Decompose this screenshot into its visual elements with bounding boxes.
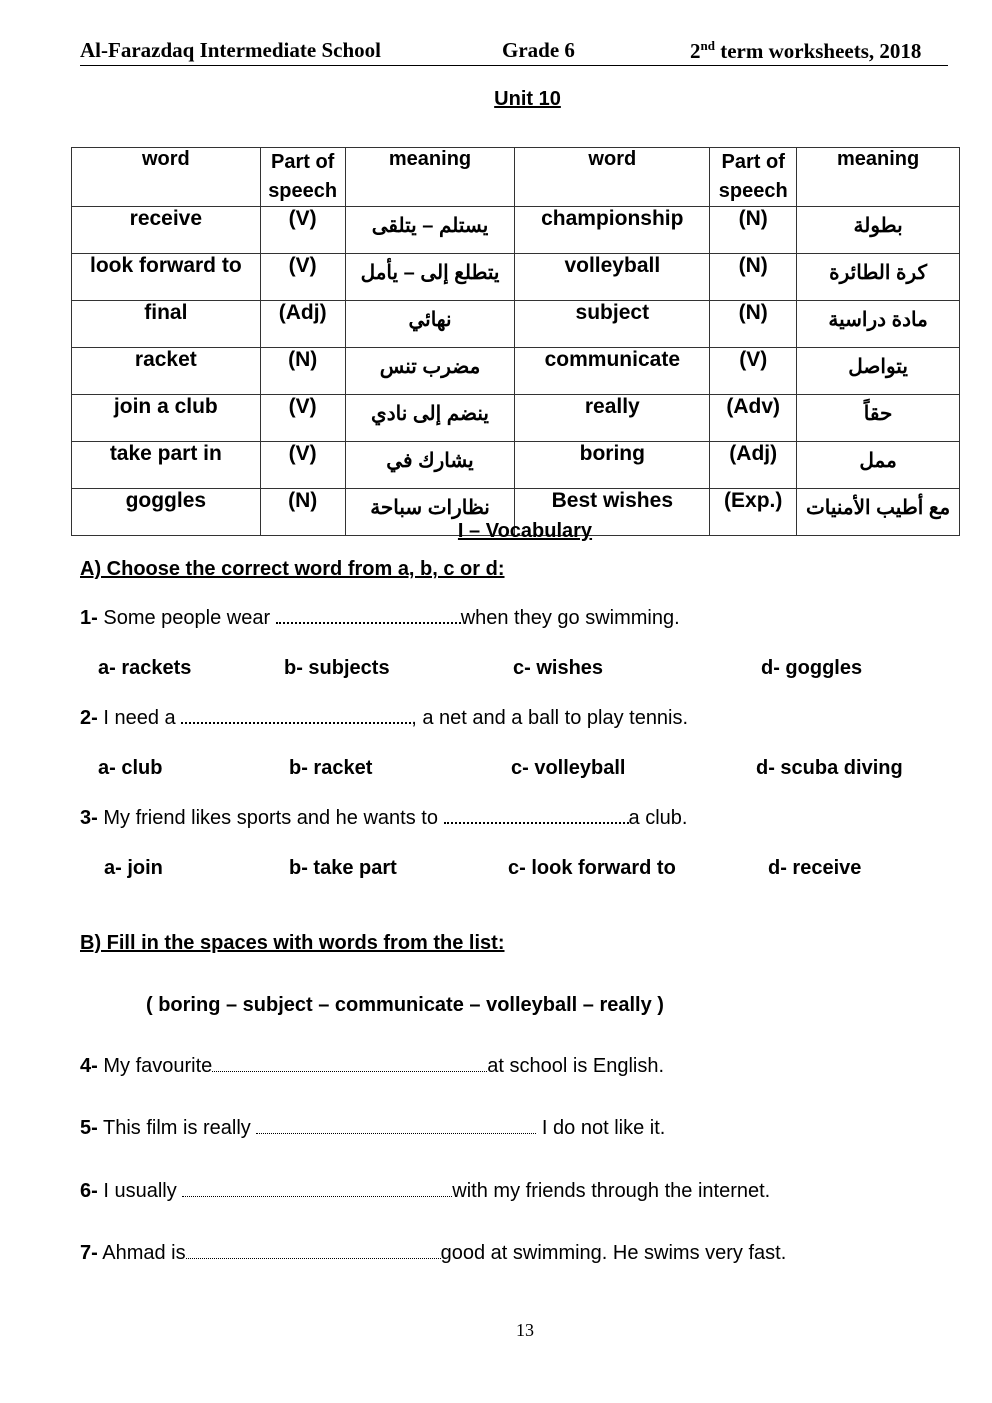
term-number: 2 xyxy=(690,39,701,63)
meaning-cell: نهائي xyxy=(345,301,515,348)
pos-cell: (N) xyxy=(710,301,797,348)
question-text: I usually xyxy=(103,1180,183,1202)
meaning-cell: يستلم – يتلقى xyxy=(345,207,515,254)
question-number: 6- xyxy=(80,1180,98,1202)
question-text: Ahmad is xyxy=(102,1242,186,1264)
question-number: 3- xyxy=(80,807,98,829)
word-cell: really xyxy=(515,395,710,442)
word-cell: racket xyxy=(72,348,261,395)
pos-cell: (N) xyxy=(710,254,797,301)
answer-option[interactable]: c- wishes xyxy=(513,657,604,679)
grade: Grade 6 xyxy=(502,38,575,62)
question xyxy=(80,607,680,630)
question-number: 2- xyxy=(80,707,98,729)
table-row xyxy=(72,348,960,395)
table-row xyxy=(72,207,960,254)
word-cell: Best wishes xyxy=(515,489,710,536)
word-cell: communicate xyxy=(515,348,710,395)
question-text: good at swimming. He swims very fast. xyxy=(440,1242,787,1264)
question-text: , a net and a ball to play tennis. xyxy=(411,707,689,729)
word-cell: championship xyxy=(515,207,710,254)
header-cell: meaning xyxy=(345,148,515,207)
meaning-cell: يشارك في xyxy=(345,442,515,489)
header-cell: meaning xyxy=(797,148,960,207)
answer-option[interactable]: b- subjects xyxy=(284,657,390,679)
header-cell: Part of speech xyxy=(260,148,345,207)
answer-option[interactable]: d- goggles xyxy=(761,657,863,679)
answer-option[interactable]: a- club xyxy=(98,757,163,779)
answer-option[interactable]: a- join xyxy=(104,857,163,879)
word-cell: look forward to xyxy=(72,254,261,301)
term-suffix: nd xyxy=(700,38,715,53)
word-cell: take part in xyxy=(72,442,261,489)
table-row xyxy=(72,301,960,348)
meaning-cell: ممل xyxy=(797,442,960,489)
meaning-cell: حقاً xyxy=(797,395,960,442)
question xyxy=(80,1055,664,1078)
part-b-title: B) Fill in the spaces with words from the list: xyxy=(80,932,505,954)
table-header-row xyxy=(72,148,960,207)
term-title xyxy=(690,38,921,64)
meaning-cell: يتطلع إلى – يأمل xyxy=(345,254,515,301)
unit-title: Unit 10 xyxy=(494,88,561,110)
table-row xyxy=(72,442,960,489)
question xyxy=(80,707,688,730)
answer-blank[interactable] xyxy=(276,608,461,624)
word-cell: final xyxy=(72,301,261,348)
pos-cell: (Exp.) xyxy=(710,489,797,536)
question-text: This film is really xyxy=(103,1117,257,1139)
meaning-cell: نظارات سباحة xyxy=(345,489,515,536)
word-cell: receive xyxy=(72,207,261,254)
question-text: at school is English. xyxy=(487,1055,665,1077)
question xyxy=(80,807,687,830)
pos-cell: (V) xyxy=(260,207,345,254)
pos-cell: (N) xyxy=(710,207,797,254)
question-text: with my friends through the internet. xyxy=(452,1180,771,1202)
meaning-cell: مع أطيب الأمنيات xyxy=(797,489,960,536)
question xyxy=(80,1117,665,1140)
part-a-title: A) Choose the correct word from a, b, c or d: xyxy=(80,558,505,580)
pos-cell: (Adj) xyxy=(260,301,345,348)
pos-cell: (N) xyxy=(260,489,345,536)
question-text: My favourite xyxy=(103,1055,213,1077)
word-cell: subject xyxy=(515,301,710,348)
question-text: when they go swimming. xyxy=(460,607,680,629)
pos-cell: (V) xyxy=(260,395,345,442)
section-title: I – Vocabulary xyxy=(457,520,593,542)
table-row xyxy=(72,254,960,301)
meaning-cell: كرة الطائرة xyxy=(797,254,960,301)
meaning-cell: ينضم إلى نادي xyxy=(345,395,515,442)
word-cell: boring xyxy=(515,442,710,489)
page-number: 13 xyxy=(516,1320,534,1340)
pos-cell: (Adj) xyxy=(710,442,797,489)
question-number: 7- xyxy=(80,1242,98,1264)
answer-option[interactable]: a- rackets xyxy=(98,657,192,679)
word-list: ( boring – subject – communicate – volleyball – really ) xyxy=(146,994,664,1016)
header-cell: Part of speech xyxy=(710,148,797,207)
pos-cell: (V) xyxy=(260,442,345,489)
meaning-cell: يتواصل xyxy=(797,348,960,395)
meaning-cell: بطولة xyxy=(797,207,960,254)
meaning-cell: مادة دراسية xyxy=(797,301,960,348)
answer-option[interactable]: b- take part xyxy=(289,857,397,879)
answer-option[interactable]: c- look forward to xyxy=(508,857,676,879)
question-text: I do not like it. xyxy=(536,1117,666,1139)
question-number: 4- xyxy=(80,1055,98,1077)
meaning-cell: مضرب تنس xyxy=(345,348,515,395)
answer-option[interactable]: d- scuba diving xyxy=(756,757,903,779)
term-rest: term worksheets, 2018 xyxy=(714,39,922,63)
pos-cell: (V) xyxy=(260,254,345,301)
question-text: Some people wear xyxy=(103,607,276,629)
header-cell: word xyxy=(515,148,710,207)
question-text: a club. xyxy=(628,807,688,829)
answer-blank[interactable] xyxy=(212,1057,487,1072)
table-row xyxy=(72,395,960,442)
question-text: My friend likes sports and he wants to xyxy=(103,807,444,829)
header-cell: word xyxy=(72,148,261,207)
question-number: 1- xyxy=(80,607,98,629)
answer-blank[interactable] xyxy=(444,808,629,824)
question xyxy=(80,1242,786,1265)
answer-blank[interactable] xyxy=(186,1244,441,1259)
question-number: 5- xyxy=(80,1117,98,1139)
answer-blank[interactable] xyxy=(182,1182,452,1197)
pos-cell: (Adv) xyxy=(710,395,797,442)
word-cell: join a club xyxy=(72,395,261,442)
question-text: I need a xyxy=(103,707,182,729)
answer-option[interactable]: c- volleyball xyxy=(511,757,626,779)
answer-blank[interactable] xyxy=(181,708,411,724)
question xyxy=(80,1180,770,1203)
answer-option[interactable]: b- racket xyxy=(289,757,373,779)
pos-cell: (V) xyxy=(710,348,797,395)
page-header xyxy=(80,38,948,66)
answer-option[interactable]: d- receive xyxy=(768,857,862,879)
school-name: Al-Farazdaq Intermediate School xyxy=(80,38,381,62)
word-cell: goggles xyxy=(72,489,261,536)
vocabulary-table xyxy=(71,147,960,536)
answer-blank[interactable] xyxy=(256,1119,536,1134)
word-cell: volleyball xyxy=(515,254,710,301)
pos-cell: (N) xyxy=(260,348,345,395)
